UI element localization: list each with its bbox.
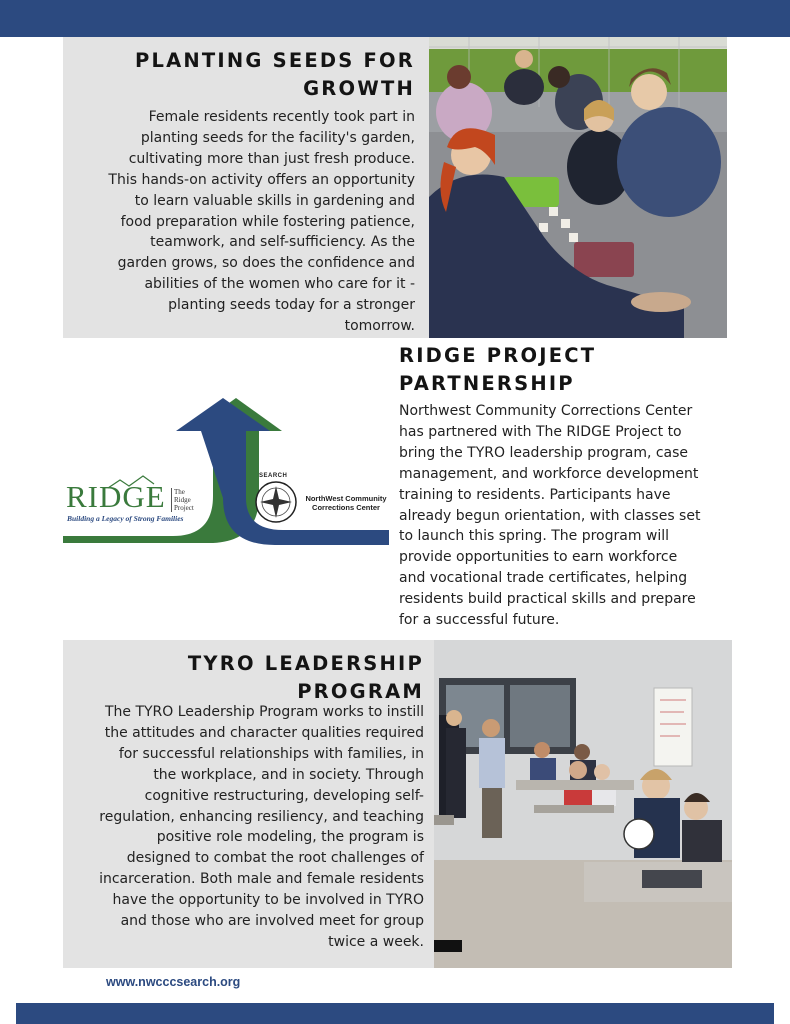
ridge-sub-label: The Ridge Project (171, 488, 204, 512)
search-seal-label: SEARCH (259, 473, 288, 479)
classroom-photo (434, 640, 732, 968)
section-body-tyro: The TYRO Leadership Program works to instill the attitudes and character qualities required for successful relationships with families, in the workplace, and in society. Through cognitive restructuring, developing self- regulation, enhancing resiliency, and teaching positive role modeling, the program is designed to combat the root challenges of incarceration. Both male and female residents have the opportunity to be involved in TYRO and those who are involved meet for group twice a week. (99, 704, 424, 950)
top-banner (0, 0, 790, 37)
bottom-banner (16, 1003, 774, 1024)
section-heading-ridge: RIDGE PROJECT PARTNERSHIP (399, 344, 597, 395)
nwccc-name: NorthWest Community Corrections Center (305, 494, 387, 512)
section-heading-planting: PLANTING SEEDS FOR GROWTH (134, 49, 415, 100)
ridge-tagline: Building a Legacy of Strong Families (67, 514, 184, 523)
section-body-planting: Female residents recently took part in planting seeds for the facility's garden, cultivating more than just fresh produce. This hands-on activity offers an opportunity to learn valuable skills in gardening and food preparation while fostering patience, teamwork, and self-sufficiency. As the garden grows, so does the confidence and abilities of the women who care for it - planting seeds today for a stronger tomorrow. (108, 109, 415, 335)
garden-photo (429, 37, 727, 338)
footer-website[interactable]: www.nwcccsearch.org (106, 975, 241, 989)
ridge-wordmark: RIDGE (66, 479, 166, 514)
section-heading-tyro: TYRO LEADERSHIP PROGRAM (187, 652, 424, 703)
section-body-ridge: Northwest Community Corrections Center has partnered with The RIDGE Project to bring the TYRO leadership program, case management, and workforce development training to residents. Participants have already begun orientation, with classes set to launch this spring. The program will provide opportunities to earn workforce and vocational trade certificates, helping residents build practical skills and prepare for a successful future. (399, 403, 701, 629)
ridge-partnership-logo (63, 393, 389, 553)
